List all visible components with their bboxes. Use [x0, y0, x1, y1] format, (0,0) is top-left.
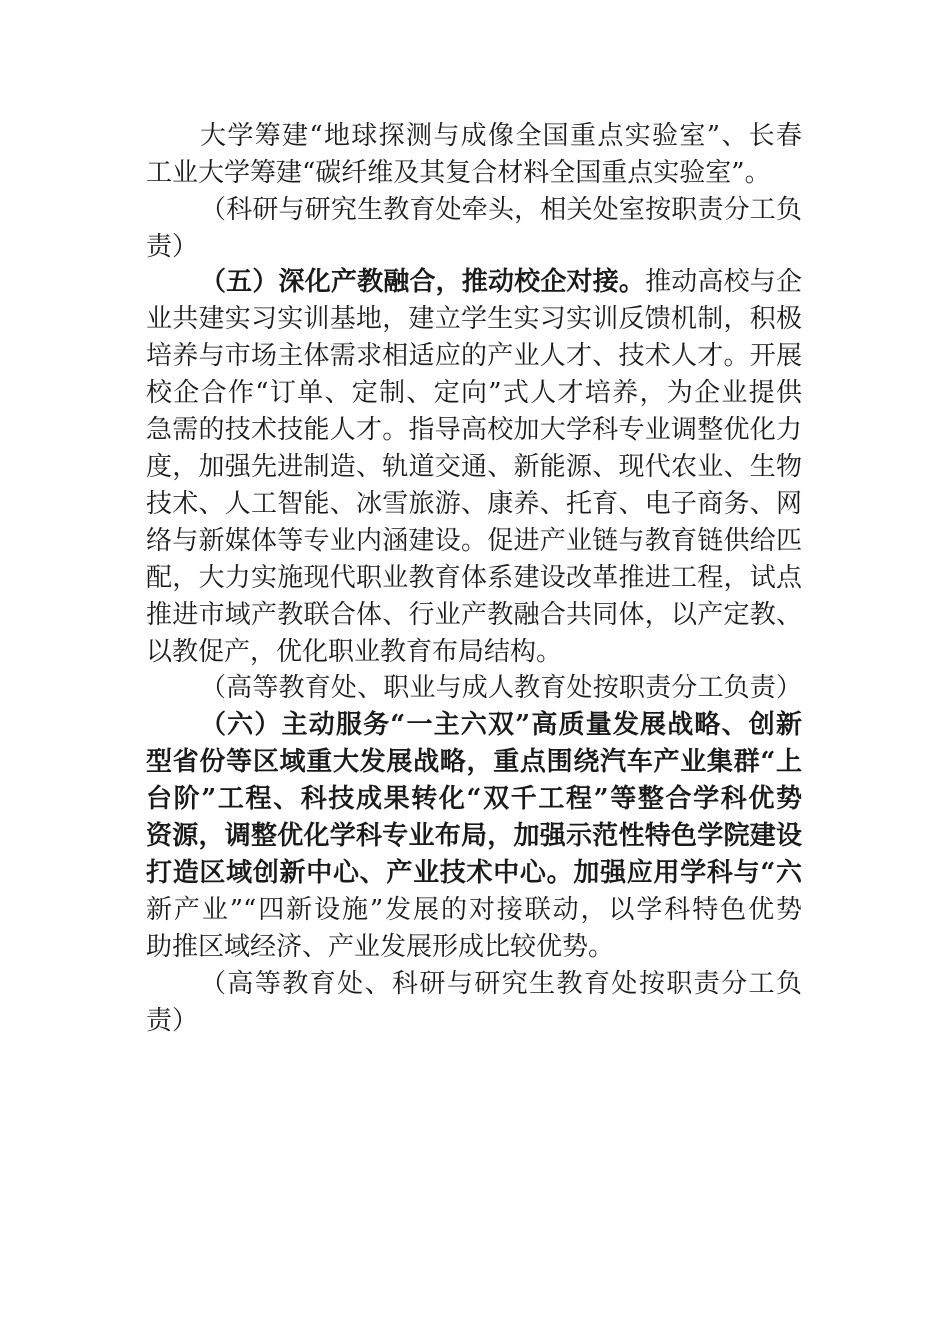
paragraph-line: 推进市域产教联合体、行业产教融合共同体，以产定教、 — [146, 600, 802, 630]
paragraph-line: 助推区域经济、产业发展形成比较优势。 — [146, 932, 615, 962]
paragraph-line: 校企合作“订单、定制、定向”式人才培养，为企业提供 — [146, 378, 802, 408]
paragraph-text: 推动高校与企 — [645, 267, 802, 297]
responsibility-note: （科研与研究生教育处牵头，相关处室按职责分工负 — [200, 195, 802, 225]
paragraph-line: 台阶”工程、科技成果转化“双千工程”等整合学科优势 — [146, 784, 802, 814]
paragraph-line: 度，加强先进制造、轨道交通、新能源、现代农业、生物 — [146, 452, 802, 482]
section-heading-line — [200, 264, 802, 300]
paragraph-line: 大学筹建“地球探测与成像全国重点实验室”、长春 — [200, 121, 802, 151]
responsibility-note: 责） — [146, 1006, 199, 1036]
section-heading-six: （六）主动服务“一主六双”高质量发展战略、创新 — [200, 710, 802, 740]
responsibility-note: （高等教育处、职业与成人教育处按职责分工负责） — [200, 673, 802, 703]
paragraph-line: 配，大力实施现代职业教育体系建设改革推进工程，试点 — [146, 563, 802, 593]
section-heading-five: （五）深化产教融合，推动校企对接。 — [200, 267, 646, 297]
paragraph-line: 急需的技术技能人才。指导高校加大学科专业调整优化力 — [146, 415, 802, 445]
paragraph-line: 资源，调整优化学科专业布局，加强示范性特色学院建设 — [146, 821, 802, 851]
paragraph-line: 工业大学筹建“碳纤维及其复合材料全国重点实验室”。 — [146, 158, 771, 188]
paragraph-line: 培养与市场主体需求相适应的产业人才、技术人才。开展 — [146, 341, 802, 371]
paragraph-line: 打造区域创新中心、产业技术中心。加强应用学科与“六 — [146, 858, 802, 888]
paragraph-line: 络与新媒体等专业内涵建设。促进产业链与教育链供给匹 — [146, 526, 802, 556]
paragraph-line: 以教促产，优化职业教育布局结构。 — [146, 637, 563, 667]
paragraph-line: 型省份等区域重大发展战略，重点围绕汽车产业集群“上 — [146, 747, 802, 777]
paragraph-line: 新产业”“四新设施”发展的对接联动，以学科特色优势 — [146, 895, 802, 925]
paragraph-line: 业共建实习实训基地，建立学生实习实训反馈机制，积极 — [146, 304, 802, 334]
responsibility-note: （高等教育处、科研与研究生教育处按职责分工负 — [200, 969, 802, 999]
responsibility-note: 责） — [146, 232, 199, 262]
paragraph-line: 技术、人工智能、冰雪旅游、康养、托育、电子商务、网 — [146, 489, 802, 519]
